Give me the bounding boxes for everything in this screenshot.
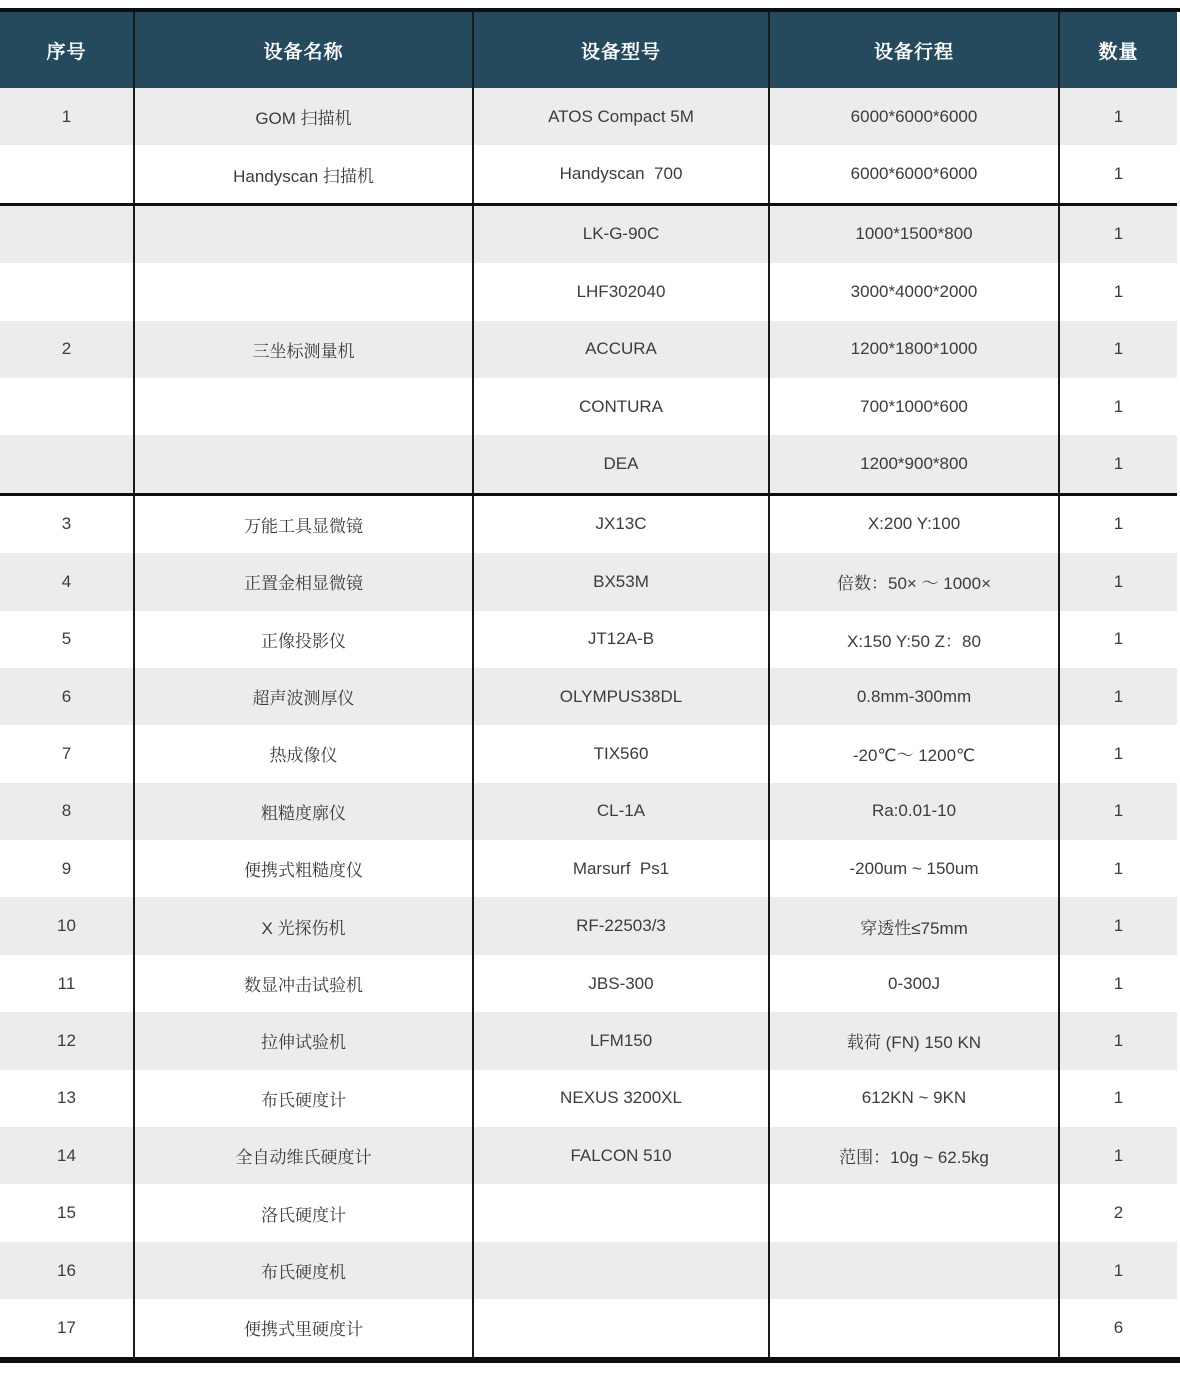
cell-equipment-name [133, 378, 472, 435]
cell-equipment-model [472, 1184, 768, 1241]
cell-quantity: 1 [1058, 725, 1177, 782]
cell-quantity: 1 [1058, 145, 1177, 202]
cell-equipment-range: 6000*6000*6000 [768, 88, 1058, 145]
cell-equipment-name: 三坐标测量机 [133, 321, 472, 378]
cell-equipment-model: JBS-300 [472, 955, 768, 1012]
table-row [0, 1127, 1177, 1184]
equipment-table [0, 12, 1177, 1357]
cell-serial-number: 7 [61, 743, 72, 763]
cell-quantity: 1 [1058, 897, 1177, 954]
cell-equipment-name [133, 435, 472, 492]
table-row [0, 725, 1177, 782]
cell-equipment-model: RF-22503/3 [472, 897, 768, 954]
table-row [0, 435, 1177, 492]
cell-serial-number: 15 [57, 1203, 76, 1223]
cell-equipment-model: ACCURA [472, 321, 768, 378]
cell-equipment-range: 612KN ~ 9KN [768, 1070, 1058, 1127]
cell-equipment-name: 粗糙度廓仪 [133, 783, 472, 840]
cell-equipment-range: 范围：10g ~ 62.5kg [768, 1127, 1058, 1184]
cell-equipment-range: 0.8mm-300mm [768, 668, 1058, 725]
cell-quantity: 1 [1058, 1012, 1177, 1069]
cell-equipment-name [133, 206, 472, 263]
cell-equipment-model: BX53M [472, 553, 768, 610]
cell-quantity: 1 [1058, 1127, 1177, 1184]
cell-equipment-model: CL-1A [472, 783, 768, 840]
cell-serial-number: 3 [61, 514, 72, 534]
cell-serial-number [0, 206, 133, 263]
cell-equipment-model: TIX560 [472, 725, 768, 782]
cell-equipment-name: 布氏硬度机 [133, 1242, 472, 1299]
cell-equipment-model: LHF302040 [472, 263, 768, 320]
header-cell-no: 序号 [46, 41, 87, 63]
cell-quantity: 6 [1058, 1299, 1177, 1356]
cell-equipment-model: NEXUS 3200XL [472, 1070, 768, 1127]
cell-quantity: 1 [1058, 378, 1177, 435]
cell-equipment-model: JT12A-B [472, 611, 768, 668]
cell-equipment-name: 热成像仪 [133, 725, 472, 782]
table-header-row [0, 12, 1177, 88]
cell-quantity: 1 [1058, 783, 1177, 840]
cell-equipment-name: 拉伸试验机 [133, 1012, 472, 1069]
cell-quantity: 1 [1058, 321, 1177, 378]
cell-serial-number: 11 [57, 973, 76, 993]
cell-serial-number: 14 [57, 1145, 76, 1165]
cell-serial-number: 4 [61, 571, 72, 591]
cell-equipment-name: 全自动维氏硬度计 [133, 1127, 472, 1184]
cell-equipment-model: DEA [472, 435, 768, 492]
cell-equipment-range: X:200 Y:100 [768, 496, 1058, 553]
cell-equipment-model: Handyscan 700 [472, 145, 768, 202]
cell-quantity: 1 [1058, 553, 1177, 610]
cell-equipment-name: 数显冲击试验机 [133, 955, 472, 1012]
top-margin [0, 0, 1180, 8]
cell-equipment-model [472, 1242, 768, 1299]
table-row [0, 840, 1177, 897]
table-row [0, 378, 1177, 435]
table-row [0, 668, 1177, 725]
cell-quantity: 1 [1058, 263, 1177, 320]
header-cell-qty: 数量 [1058, 12, 1177, 88]
cell-equipment-model: OLYMPUS38DL [472, 668, 768, 725]
cell-serial-number [0, 145, 133, 202]
cell-equipment-model: CONTURA [472, 378, 768, 435]
cell-serial-number [0, 263, 133, 320]
table-row [0, 783, 1177, 840]
cell-serial-number [0, 435, 133, 492]
table-body [0, 88, 1177, 1357]
cell-equipment-range: -20℃～ 1200℃ [768, 725, 1058, 782]
table-row [0, 496, 1177, 553]
cell-quantity: 1 [1058, 206, 1177, 263]
table-row [0, 611, 1177, 668]
cell-equipment-model: JX13C [472, 496, 768, 553]
table-row [0, 206, 1177, 263]
cell-equipment-range: 6000*6000*6000 [768, 145, 1058, 202]
cell-equipment-name: 正像投影仪 [133, 611, 472, 668]
cell-equipment-name: 布氏硬度计 [133, 1070, 472, 1127]
cell-serial-number: 17 [57, 1317, 76, 1337]
cell-equipment-range [768, 1184, 1058, 1241]
table-row [0, 145, 1177, 202]
cell-equipment-model [472, 1299, 768, 1356]
cell-equipment-name: X 光探伤机 [133, 897, 472, 954]
table-row [0, 955, 1177, 1012]
cell-equipment-range: Ra:0.01-10 [768, 783, 1058, 840]
cell-equipment-name: 便携式里硬度计 [133, 1299, 472, 1356]
cell-equipment-range: 1000*1500*800 [768, 206, 1058, 263]
cell-quantity: 1 [1058, 840, 1177, 897]
cell-quantity: 1 [1058, 955, 1177, 1012]
cell-serial-number: 13 [57, 1088, 76, 1108]
cell-serial-number: 16 [57, 1260, 76, 1280]
cell-serial-number: 10 [57, 916, 76, 936]
cell-equipment-range: 载荷 (FN) 150 KN [768, 1012, 1058, 1069]
table-row [0, 88, 1177, 145]
cell-equipment-range: 3000*4000*2000 [768, 263, 1058, 320]
cell-quantity: 2 [1058, 1184, 1177, 1241]
cell-quantity: 1 [1058, 611, 1177, 668]
cell-equipment-name: GOM 扫描机 [133, 88, 472, 145]
cell-equipment-name: Handyscan 扫描机 [133, 145, 472, 202]
table-row [0, 263, 1177, 320]
cell-serial-number: 6 [61, 686, 72, 706]
cell-equipment-range: 0-300J [768, 955, 1058, 1012]
cell-serial-number: 1 [61, 106, 72, 126]
cell-quantity: 1 [1058, 1070, 1177, 1127]
cell-equipment-range: X:150 Y:50 Z：80 [768, 611, 1058, 668]
cell-quantity: 1 [1058, 668, 1177, 725]
cell-quantity: 1 [1058, 496, 1177, 553]
cell-equipment-name: 洛氏硬度计 [133, 1184, 472, 1241]
cell-equipment-range: 穿透性≤75mm [768, 897, 1058, 954]
table-row [0, 1070, 1177, 1127]
cell-equipment-range: 倍数：50× ～ 1000× [768, 553, 1058, 610]
header-cell-model: 设备型号 [472, 12, 768, 88]
cell-equipment-range: 1200*1800*1000 [768, 321, 1058, 378]
cell-serial-number: 2 [61, 339, 72, 359]
cell-equipment-range: 700*1000*600 [768, 378, 1058, 435]
cell-serial-number: 5 [61, 629, 72, 649]
cell-equipment-model: FALCON 510 [472, 1127, 768, 1184]
table-row [0, 897, 1177, 954]
cell-quantity: 1 [1058, 435, 1177, 492]
cell-equipment-name: 便携式粗糙度仪 [133, 840, 472, 897]
cell-equipment-name: 超声波测厚仪 [133, 668, 472, 725]
cell-serial-number: 9 [61, 858, 72, 878]
cell-equipment-range [768, 1299, 1058, 1356]
table-row [0, 1299, 1177, 1356]
cell-quantity: 1 [1058, 88, 1177, 145]
cell-equipment-model: ATOS Compact 5M [472, 88, 768, 145]
table-row [0, 1242, 1177, 1299]
header-cell-name: 设备名称 [133, 12, 472, 88]
cell-equipment-name: 正置金相显微镜 [133, 553, 472, 610]
table-row [0, 1184, 1177, 1241]
cell-serial-number: 8 [61, 801, 72, 821]
cell-serial-number: 12 [57, 1030, 76, 1050]
cell-quantity: 1 [1058, 1242, 1177, 1299]
table-row [0, 321, 1177, 378]
bottom-rule [0, 1357, 1180, 1363]
table-row [0, 1012, 1177, 1069]
cell-equipment-model: LFM150 [472, 1012, 768, 1069]
cell-equipment-range: -200um ~ 150um [768, 840, 1058, 897]
cell-equipment-model: LK-G-90C [472, 206, 768, 263]
table-row [0, 553, 1177, 610]
cell-equipment-name [133, 263, 472, 320]
cell-equipment-model: Marsurf Ps1 [472, 840, 768, 897]
cell-serial-number [0, 378, 133, 435]
cell-equipment-range: 1200*900*800 [768, 435, 1058, 492]
cell-equipment-range [768, 1242, 1058, 1299]
header-cell-range: 设备行程 [768, 12, 1058, 88]
cell-equipment-name: 万能工具显微镜 [133, 496, 472, 553]
